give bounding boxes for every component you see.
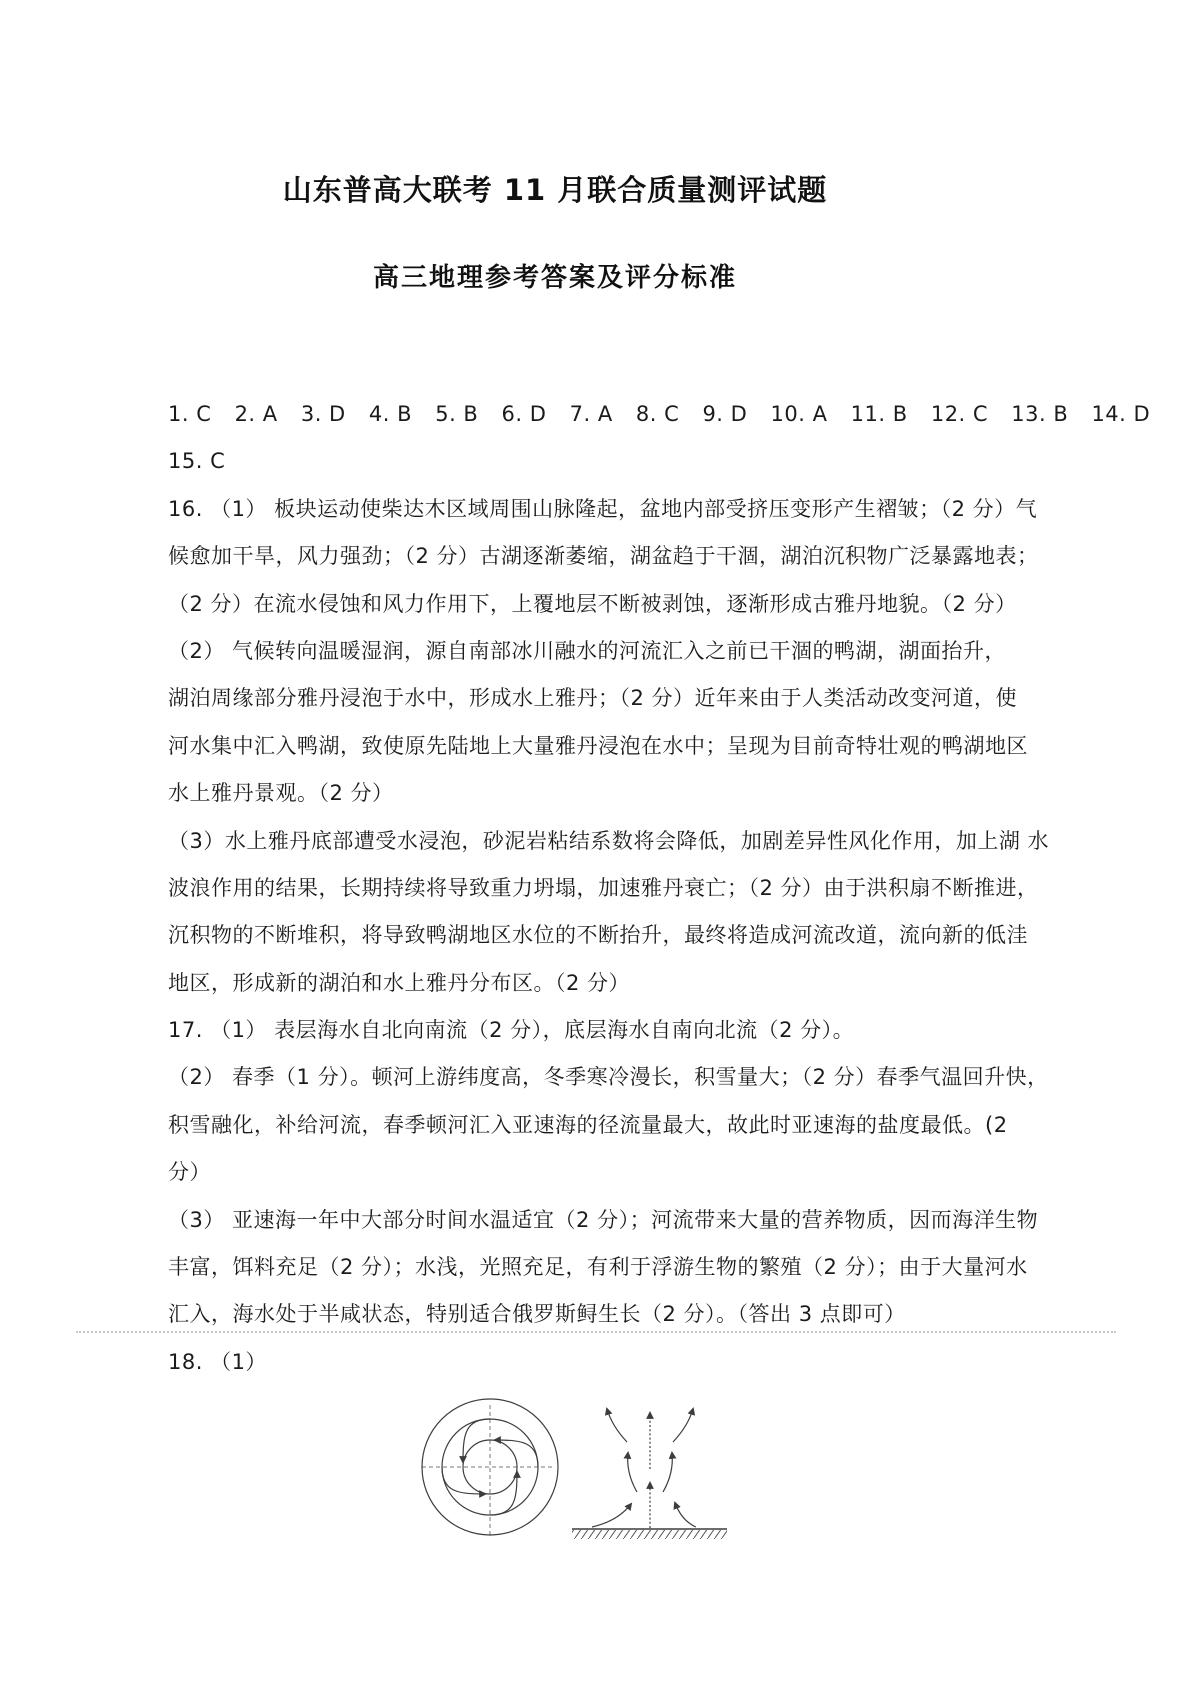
cyclone-plan-figure xyxy=(422,1399,558,1537)
mcq-answer: 5. B xyxy=(435,402,479,426)
mcq-answer: 1. C xyxy=(168,402,212,426)
mcq-answer: 7. A xyxy=(569,402,613,426)
mcq-answer: 9. D xyxy=(702,402,748,426)
mcq-answer: 14. D xyxy=(1091,402,1151,426)
mcq-answer: 11. B xyxy=(850,402,908,426)
mcq-answers-row-2: 15. C xyxy=(168,449,226,474)
mcq-answer: 2. A xyxy=(234,402,278,426)
mid-updraft-arrow-right xyxy=(663,1453,672,1492)
answer-line: 河水集中汇入鸭湖，致使原先陆地上大量雅丹浸泡在水中；呈现为目前奇特壮观的鸭湖地区 xyxy=(168,733,1028,758)
mcq-answer: 3. D xyxy=(300,402,346,426)
answer-line: （3） 亚速海一年中大部分时间水温适宜（2 分）；河流带来大量的营养物质，因而海洋生物 xyxy=(168,1207,1039,1232)
answer-line: 18. （1） xyxy=(168,1349,267,1374)
page-title: 山东普高大联考 11 月联合质量测评试题 xyxy=(282,173,828,207)
page-subtitle: 高三地理参考答案及评分标准 xyxy=(372,263,737,293)
answer-line: 湖泊周缘部分雅丹浸泡于水中，形成水上雅丹；（2 分）近年来由于人类活动改变河道，使 xyxy=(168,686,1018,711)
answer-line: 水上雅丹景观。（2 分） xyxy=(168,781,394,806)
answer-line: （2） 春季（1 分）。顿河上游纬度高，冬季寒冷漫长，积雪量大；（2 分）春季气温回升快， xyxy=(168,1065,1049,1090)
surface-inflow-arrow-left xyxy=(592,1504,631,1527)
mcq-answer: 6. D xyxy=(501,402,547,426)
answer-line: 候愈加干旱，风力强劲；（2 分）古湖逐渐萎缩，湖盆趋于干涸，湖泊沉积物广泛暴露地表； xyxy=(168,544,1039,569)
answer-line: （2 分）在流水侵蚀和风力作用下，上覆地层不断被剥蚀，逐渐形成古雅丹地貌。（2 分） xyxy=(168,591,1017,616)
upper-outflow-arrow-left xyxy=(607,1409,627,1442)
answer-line: 波浪作用的结果，长期持续将导致重力坍塌，加速雅丹衰亡；（2 分）由于洪积扇不断推进， xyxy=(168,875,1039,900)
question-18-answer xyxy=(168,1339,1040,1386)
question-16-answer xyxy=(168,486,1050,1007)
updraft-cross-section-figure xyxy=(572,1409,727,1539)
mcq-answer: 13. B xyxy=(1011,402,1069,426)
mcq-answer: 12. C xyxy=(930,402,989,426)
dotted-separator xyxy=(76,1331,1116,1333)
answer-line: （3）水上雅丹底部遭受水浸泡，砂泥岩粘结系数将会降低，加剧差异性风化作用，加上湖 水 xyxy=(168,828,1050,853)
mcq-answers-row-1 xyxy=(168,391,1151,438)
answer-line: 沉积物的不断堆积，将导致鸭湖地区水位的不断抬升，最终将造成河流改道，流向新的低洼 xyxy=(168,923,1028,948)
mcq-answer: 4. B xyxy=(368,402,413,426)
answer-line: 积雪融化，补给河流，春季顿河汇入亚速海的径流量最大，故此时亚速海的盐度最低。(2 xyxy=(168,1112,1008,1137)
header xyxy=(0,168,1110,294)
mid-updraft-arrow-left xyxy=(628,1453,637,1492)
upper-outflow-arrow-right xyxy=(673,1409,693,1442)
answer-line: 分） xyxy=(168,1160,211,1185)
mcq-answer: 10. A xyxy=(770,402,828,426)
question-17-answer xyxy=(168,1007,1049,1339)
question-18-diagram xyxy=(400,1388,740,1548)
answer-line: 地区，形成新的湖泊和水上雅丹分布区。（2 分） xyxy=(168,970,631,995)
answer-line: （2） 气候转向温暖湿润，源自南部冰川融水的河流汇入之前已干涸的鸭湖，湖面抬升， xyxy=(168,638,1007,663)
surface-inflow-arrow-right xyxy=(675,1503,696,1527)
answer-body xyxy=(168,391,1151,1386)
mcq-answer: 8. C xyxy=(635,402,680,426)
answer-line: 16. （1） 板块运动使柴达木区域周围山脉隆起，盆地内部受挤压变形产生褶皱；（2 分）气 xyxy=(168,496,1038,521)
ground-hatching xyxy=(572,1530,727,1539)
answer-line: 17. （1） 表层海水自北向南流（2 分），底层海水自南向北流（2 分）。 xyxy=(168,1018,855,1043)
answer-line: 丰富，饵料充足（2 分）；水浅，光照充足，有利于浮游生物的繁殖（2 分）；由于大量河水 xyxy=(168,1255,1028,1280)
answer-line: 汇入，海水处于半咸状态，特别适合俄罗斯鲟生长（2 分）。（答出 3 点即可） xyxy=(168,1302,906,1327)
